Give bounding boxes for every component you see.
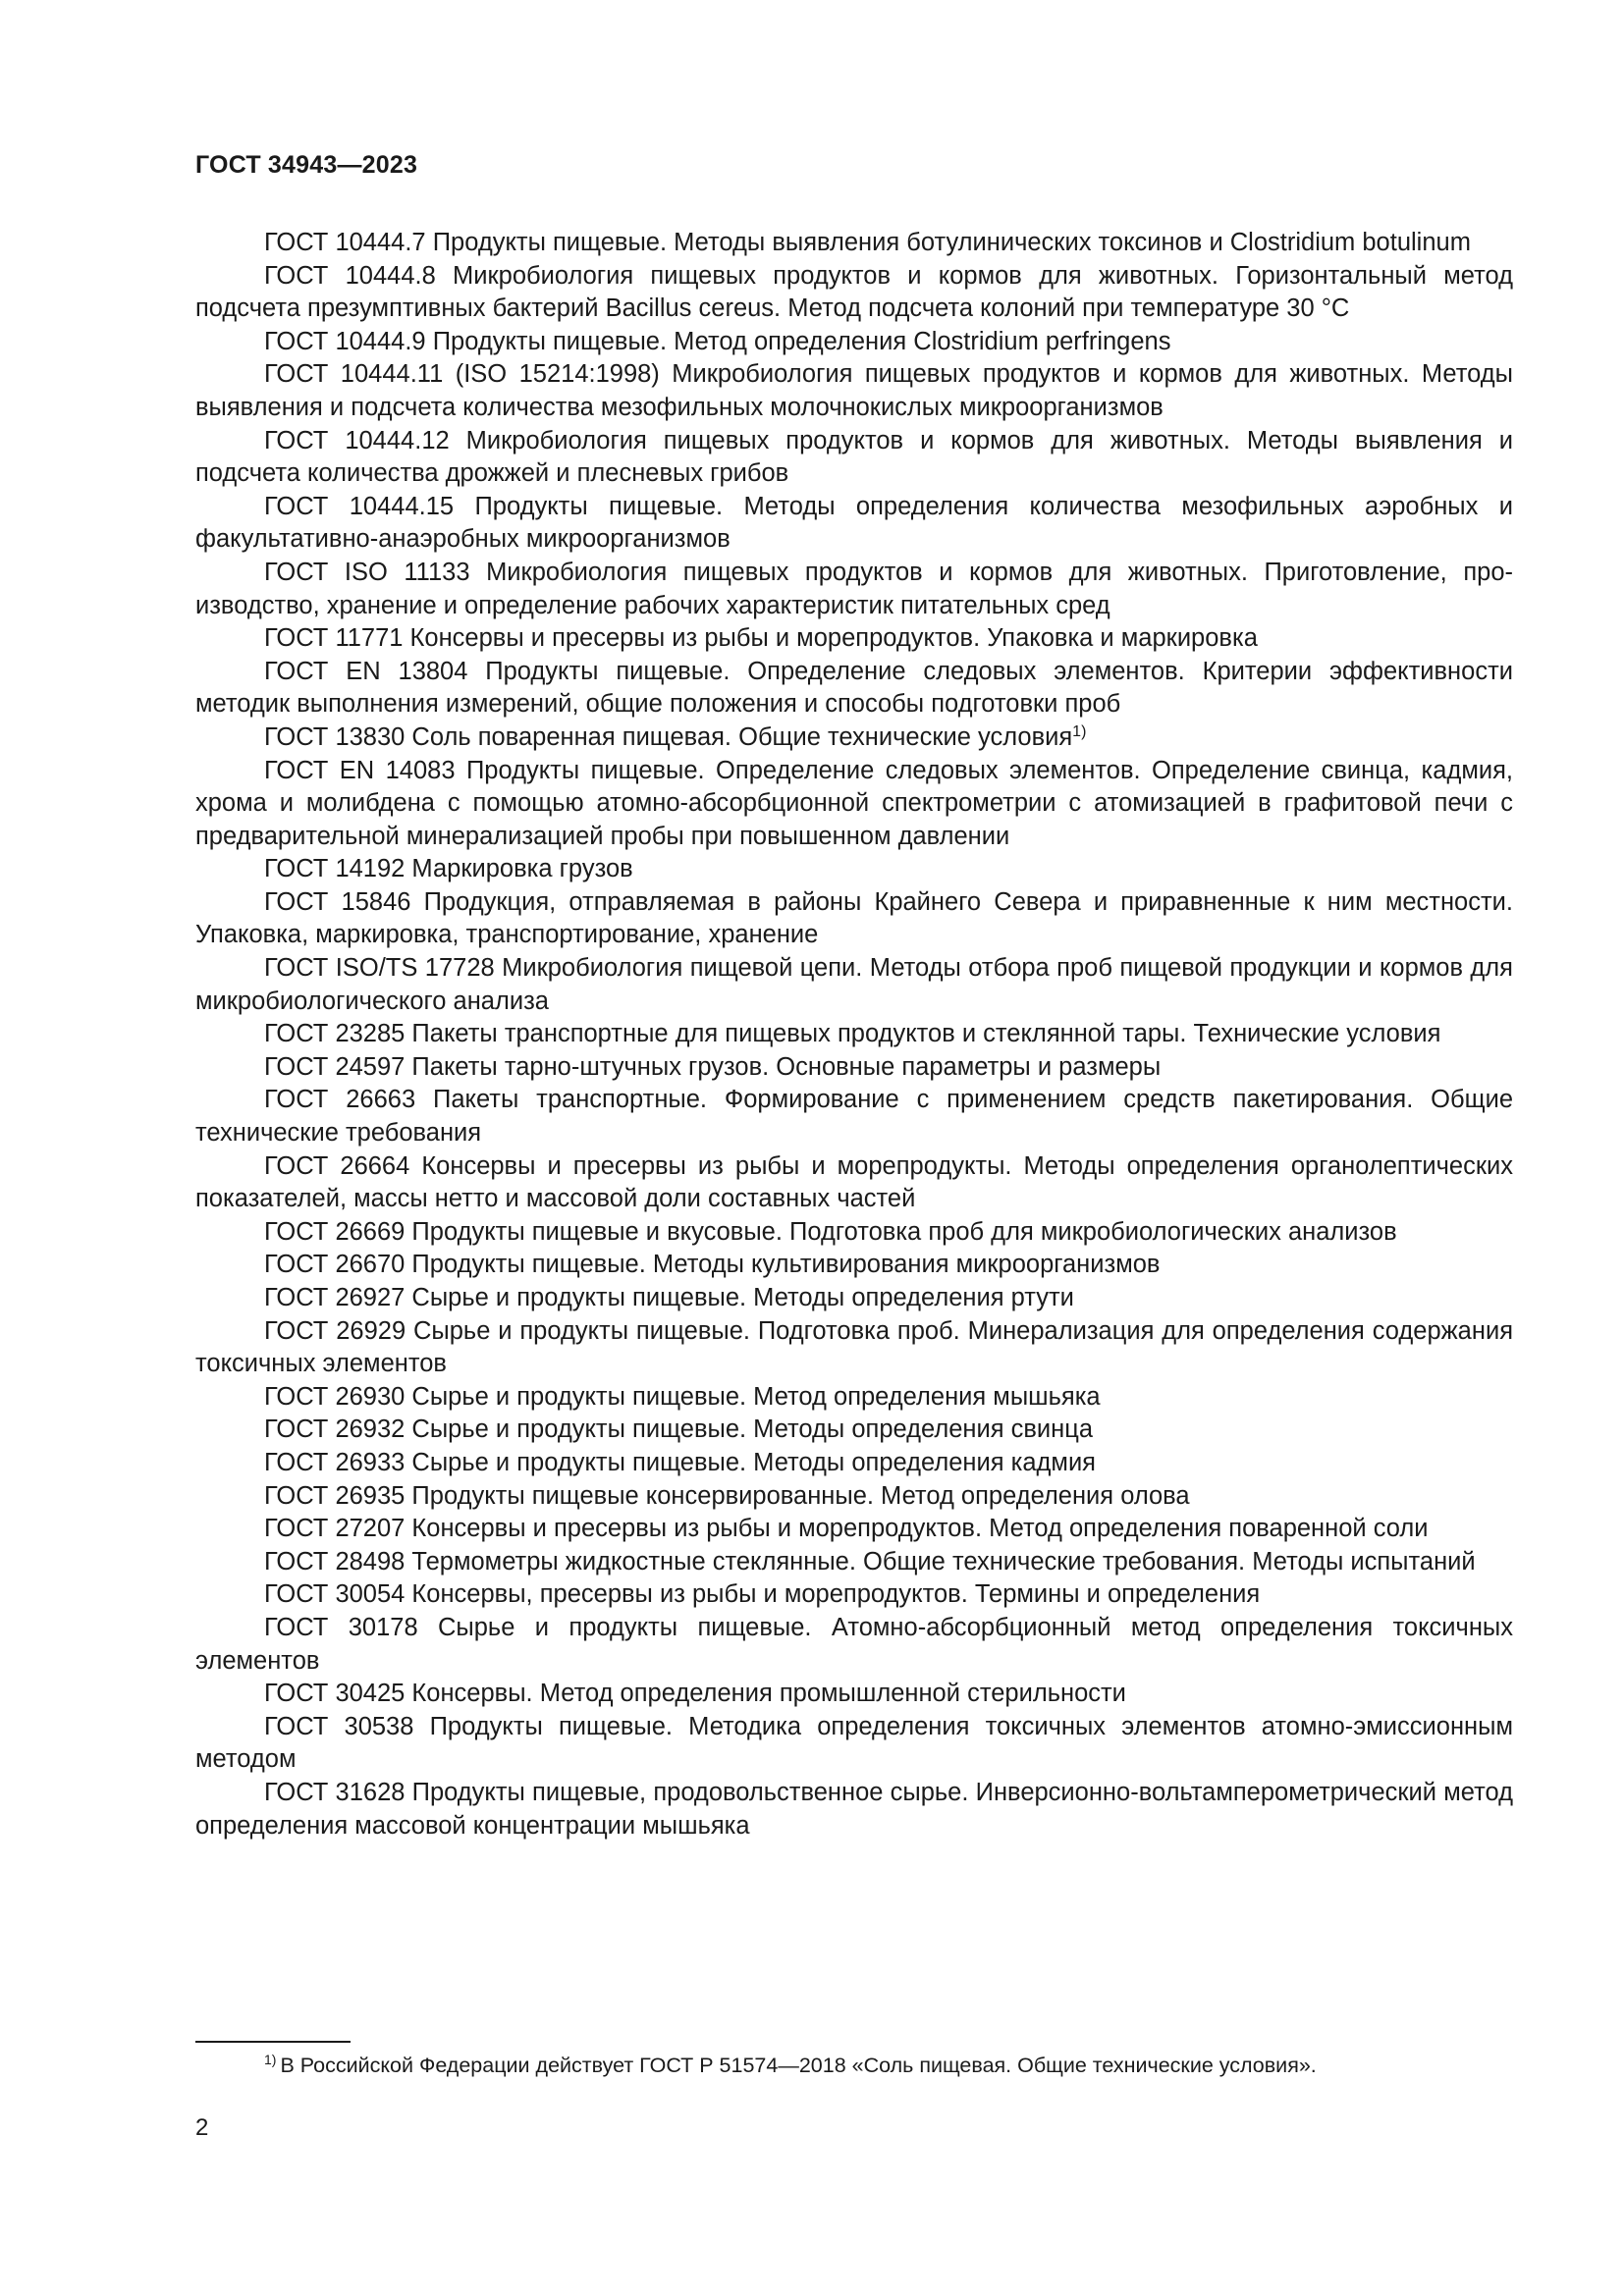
reference-item <box>195 1381 1513 1415</box>
reference-text: ГОСТ 11771 Консервы и пресервы из рыбы и морепродуктов. Упаковка и маркировка <box>264 624 1258 653</box>
reference-text: ГОСТ EN 13804 Продукты пищевые. Определение следовых элементов. Критерии эффективности методик выполнения измерений, общие положения и способы подготовки проб <box>195 657 1513 719</box>
reference-text: ГОСТ 14192 Маркировка грузов <box>264 855 633 883</box>
reference-text: ГОСТ ISO/TS 17728 Микробиология пищевой цепи. Методы отбора проб пищевой продукции и кормов для микробиологического анализа <box>195 954 1513 1015</box>
reference-item <box>195 425 1513 491</box>
reference-item <box>195 358 1513 424</box>
reference-item <box>195 1513 1513 1546</box>
reference-item <box>195 853 1513 886</box>
reference-item <box>195 1546 1513 1579</box>
reference-item <box>195 755 1513 854</box>
reference-text: ГОСТ 10444.8 Микробиология пищевых продуктов и кормов для животных. Горизонтальный метод подсчета презумптивных бактерий Bacillus cereus. Метод подсчета колоний при температуре 30 °С <box>195 261 1513 323</box>
reference-item <box>195 721 1513 755</box>
footnote-reference-mark: 1) <box>1072 722 1087 740</box>
reference-text: ГОСТ 26669 Продукты пищевые и вкусовые. Подготовка проб для микробиологических анализов <box>264 1217 1397 1246</box>
reference-text: ГОСТ 31628 Продукты пищевые, продовольственное сырье. Инверсионно-вольтамперометрический метод определения массовой концентрации мышьяка <box>195 1778 1513 1840</box>
reference-text: ГОСТ 30538 Продукты пищевые. Методика определения токсичных элементов атомно-эмиссионным методом <box>195 1712 1513 1774</box>
reference-text: ГОСТ 26932 Сырье и продукты пищевые. Методы определения свинца <box>264 1415 1094 1444</box>
reference-item <box>195 260 1513 326</box>
reference-text: ГОСТ 15846 Продукция, отправляемая в районы Крайнего Севера и приравненные к ним местности. Упаковка, маркировка, транспортирование, хранение <box>195 887 1513 949</box>
reference-item <box>195 1084 1513 1149</box>
reference-text: ГОСТ 26664 Консервы и пресервы из рыбы и морепродукты. Методы определения органолептических показателей, массы нетто и массовой доли составных частей <box>195 1151 1513 1213</box>
reference-text: ГОСТ 26930 Сырье и продукты пищевые. Метод определения мышьяка <box>264 1382 1101 1411</box>
reference-item <box>195 1051 1513 1085</box>
document-header: ГОСТ 34943—2023 <box>195 151 418 179</box>
reference-item <box>195 1414 1513 1447</box>
reference-text: ГОСТ 26935 Продукты пищевые консервированные. Метод определения олова <box>264 1481 1190 1510</box>
reference-item <box>195 227 1513 260</box>
reference-item <box>195 1578 1513 1612</box>
normative-references-list <box>195 227 1513 1842</box>
reference-text: ГОСТ 10444.11 (ISO 15214:1998) Микробиология пищевых продуктов и кормов для животных. Методы выявления и подсчета количества мезофильных молочнокислых микроорганизмов <box>195 360 1513 421</box>
footnote-text: В Российской Федерации действует ГОСТ Р 51574—2018 «Соль пищевая. Общие технические условия». <box>280 2054 1317 2077</box>
reference-text: ГОСТ 24597 Пакеты тарно-штучных грузов. Основные параметры и размеры <box>264 1052 1162 1081</box>
reference-text: ГОСТ 30054 Консервы, пресервы из рыбы и морепродуктов. Термины и определения <box>264 1580 1261 1609</box>
reference-item <box>195 1018 1513 1051</box>
reference-item <box>195 622 1513 656</box>
reference-text: ГОСТ 30425 Консервы. Метод определения промышленной стерильности <box>264 1680 1126 1708</box>
reference-text: ГОСТ 28498 Термометры жидкостные стеклянные. Общие технические требования. Методы испытаний <box>264 1547 1476 1575</box>
reference-item <box>195 1282 1513 1315</box>
reference-text: ГОСТ 27207 Консервы и пресервы из рыбы и морепродуктов. Метод определения поваренной соли <box>264 1515 1429 1543</box>
reference-text: ГОСТ ISO 11133 Микробиология пищевых продуктов и кормов для животных. Приготовление, производство, хранение и определение рабочих характеристик питательных сред <box>195 558 1513 619</box>
reference-item <box>195 1777 1513 1842</box>
reference-item <box>195 1315 1513 1381</box>
reference-item <box>195 1711 1513 1777</box>
reference-text: ГОСТ 10444.12 Микробиология пищевых продуктов и кормов для животных. Методы выявления и подсчета количества дрожжей и плесневых грибов <box>195 426 1513 488</box>
reference-text: ГОСТ EN 14083 Продукты пищевые. Определение следовых элементов. Определение свинца, кадмия, хрома и молибдена с помощью атомно-абсорбционной спектрометрии с атомизацией в графитовой печи с предварительной минерализацией пробы при повышенном давлении <box>195 756 1513 850</box>
reference-item <box>195 1150 1513 1216</box>
reference-item <box>195 886 1513 952</box>
reference-item <box>195 1480 1513 1514</box>
footnote <box>195 2052 1513 2079</box>
reference-text: ГОСТ 30178 Сырье и продукты пищевые. Атомно-абсорбционный метод определения токсичных элементов <box>195 1613 1513 1675</box>
reference-item <box>195 1249 1513 1282</box>
reference-item <box>195 1216 1513 1250</box>
reference-item <box>195 1447 1513 1480</box>
reference-item <box>195 1678 1513 1711</box>
reference-item <box>195 491 1513 557</box>
reference-text: ГОСТ 26929 Сырье и продукты пищевые. Подготовка проб. Минерализация для определения содержания токсичных элементов <box>195 1316 1513 1378</box>
reference-item <box>195 557 1513 622</box>
reference-text: ГОСТ 26933 Сырье и продукты пищевые. Методы определения кадмия <box>264 1448 1096 1476</box>
reference-text: ГОСТ 23285 Пакеты транспортные для пищевых продуктов и стеклянной тары. Технические условия <box>264 1020 1441 1048</box>
reference-text: ГОСТ 13830 Соль поваренная пищевая. Общие технические условия <box>264 722 1073 751</box>
reference-text: ГОСТ 26927 Сырье и продукты пищевые. Методы определения ртути <box>264 1284 1074 1311</box>
reference-item <box>195 1612 1513 1678</box>
reference-item <box>195 952 1513 1018</box>
reference-text: ГОСТ 10444.7 Продукты пищевые. Методы выявления ботулинических токсинов и Clostridium botulinum <box>264 229 1471 256</box>
reference-text: ГОСТ 10444.9 Продукты пищевые. Метод определения Clostridium perfringens <box>264 327 1171 355</box>
reference-text: ГОСТ 10444.15 Продукты пищевые. Методы определения количества мезофильных аэробных и факультативно-анаэробных микроорганизмов <box>195 492 1513 554</box>
reference-text: ГОСТ 26670 Продукты пищевые. Методы культивирования микроорганизмов <box>264 1251 1161 1279</box>
footnote-mark: 1) <box>264 2052 277 2067</box>
reference-item <box>195 656 1513 721</box>
footnote-separator <box>195 2041 351 2043</box>
page-number: 2 <box>195 2114 209 2141</box>
reference-item <box>195 326 1513 359</box>
reference-text: ГОСТ 26663 Пакеты транспортные. Формирование с применением средств пакетирования. Общие технические требования <box>195 1086 1513 1148</box>
